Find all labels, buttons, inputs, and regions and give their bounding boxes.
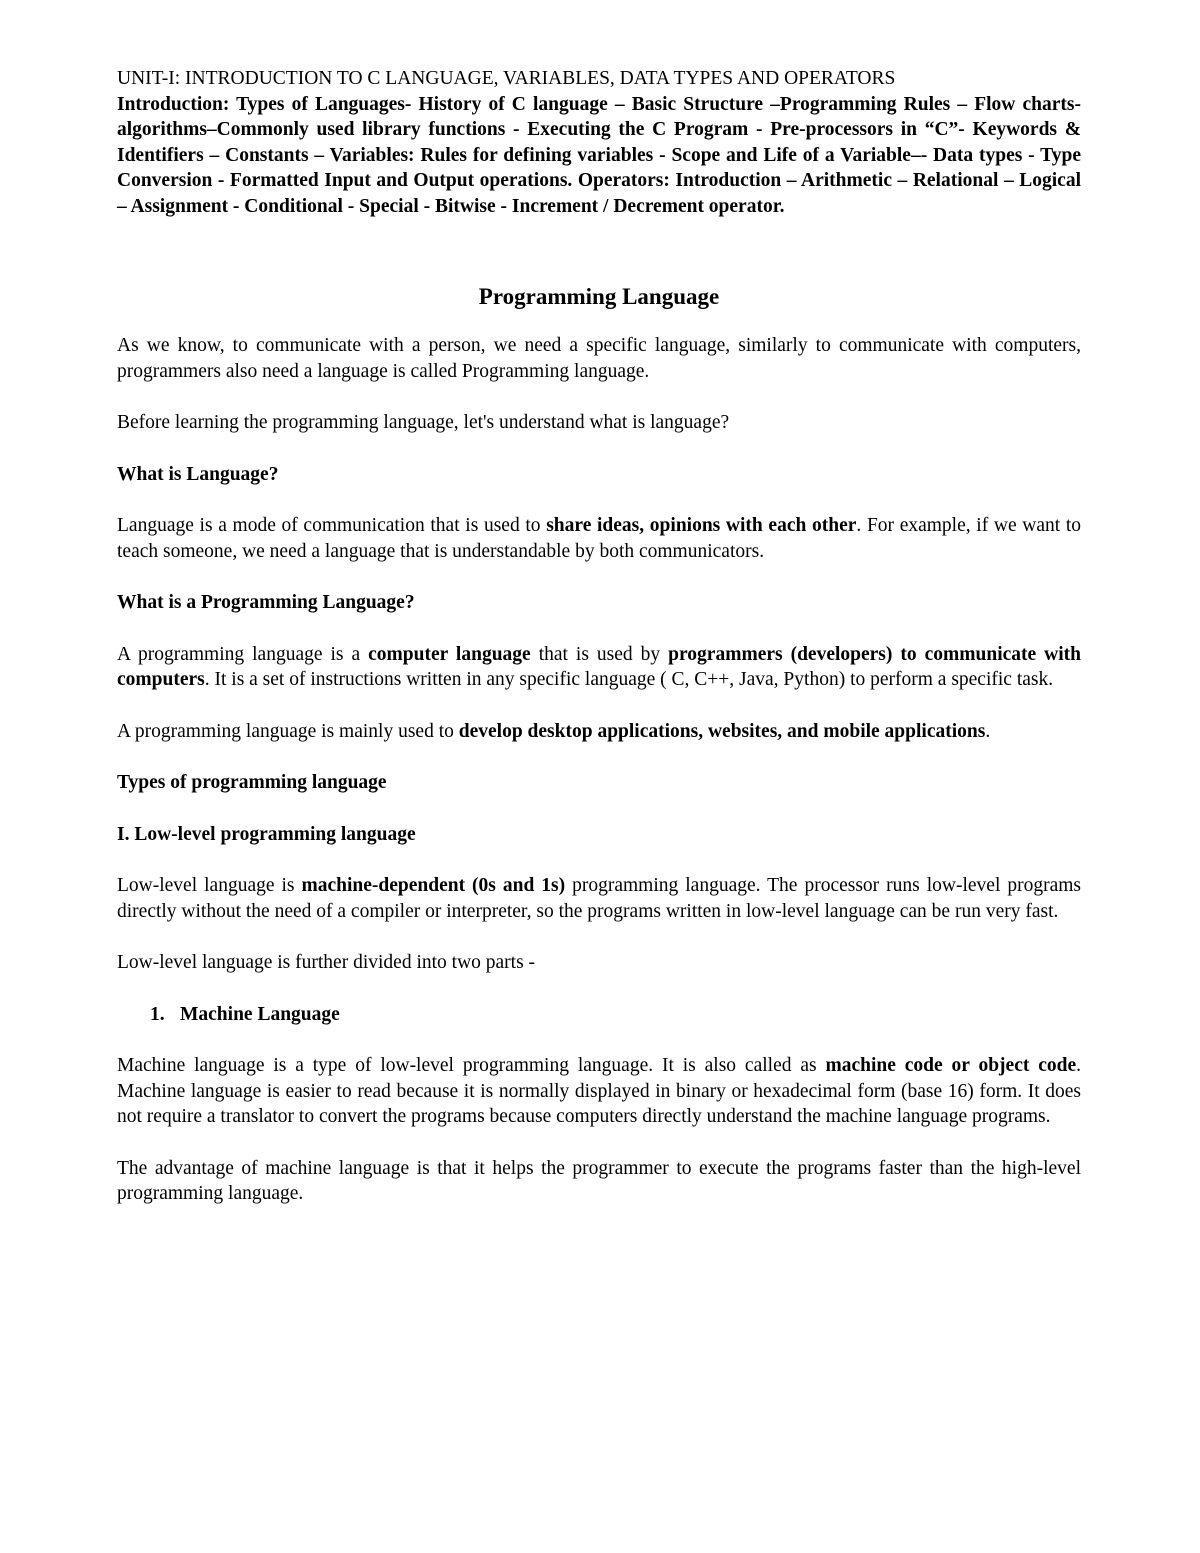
list-number: 1. xyxy=(150,1003,165,1025)
bold-text: machine code or object code xyxy=(825,1055,1077,1076)
language-definition-paragraph xyxy=(117,513,1081,564)
bold-text: machine-dependent (0s and 1s) xyxy=(301,875,566,896)
text-run: Language is a mode of communication that is used to xyxy=(117,515,547,536)
text-run: that is used by xyxy=(530,643,669,665)
unit-title: UNIT-I: INTRODUCTION TO C LANGUAGE, VARIABLES, DATA TYPES AND OPERATORS xyxy=(117,68,896,89)
machine-language-paragraph-1 xyxy=(117,1053,1081,1130)
text-run: . Machine language is easier to read because it is normally displayed in binary or hexadecimal form (base 16) form. It does not require a translator to convert the programs because computers directly understand the machine language programs. xyxy=(117,1055,1081,1127)
text-run: . It is a set of instructions written in any specific language ( C, C++, Java, Python) to perform a specific task. xyxy=(204,669,1054,690)
machine-language-heading xyxy=(117,1002,1081,1028)
bold-text: share ideas, opinions with each other xyxy=(546,515,857,536)
bold-text: develop desktop applications, websites, and mobile applications xyxy=(458,720,986,742)
document-page xyxy=(117,66,1081,1207)
text-run: . xyxy=(985,720,991,742)
programming-language-definition-paragraph xyxy=(117,642,1081,693)
intro-paragraph-1: As we know, to communicate with a person, we need a specific language, similarly to communicate with computers, programmers also need a language is called Programming language. xyxy=(117,335,1081,382)
low-level-paragraph-1 xyxy=(117,873,1081,924)
low-level-paragraph-2: Low-level language is further divided into two parts - xyxy=(117,952,536,973)
heading-what-is-language: What is Language? xyxy=(117,463,279,485)
heading-low-level-language: I. Low-level programming language xyxy=(117,823,416,845)
text-run: . For example, if we want to teach someone, we need a language that is understandable by both communicators. xyxy=(117,515,1081,562)
machine-language-paragraph-2: The advantage of machine language is that it helps the programmer to execute the programs faster than the high-level programming language. xyxy=(117,1157,1081,1204)
syllabus-summary: Introduction: Types of Languages- History of C language – Basic Structure –Programming Rules – Flow charts-algorithms–Commonly used library functions - Executing the C Program - Pre-processors in “C”- Keywords & Identifiers – Constants – Variables: Rules for defining variables - Scope and Life of a Variable–- Data types - Type Conversion - Formatted Input and Output operations. Operators: Introduction – Arithmetic – Relational – Logical – Assignment - Conditional - Special - Bitwise - Increment / Decrement operator. xyxy=(117,93,1081,217)
section-title: Programming Language xyxy=(478,284,720,309)
heading-types-of-programming-language: Types of programming language xyxy=(117,772,387,793)
text-run: A programming language is mainly used to xyxy=(117,720,459,742)
heading-what-is-programming-language: What is a Programming Language? xyxy=(117,592,415,613)
bold-text: computer language xyxy=(368,643,531,665)
text-run: A programming language is a xyxy=(117,643,369,665)
list-heading-text: Machine Language xyxy=(180,1003,340,1025)
text-run: Machine language is a type of low-level programming language. It is also called as xyxy=(117,1055,826,1076)
programming-language-usage-paragraph xyxy=(117,719,1081,745)
bold-text: programmers (developers) to communicate with computers xyxy=(117,643,1081,690)
text-run: Low-level language is xyxy=(117,875,302,896)
text-run: programming language. The processor runs low-level programs directly without the need of a compiler or interpreter, so the programs written in low-level language can be run very fast. xyxy=(117,875,1081,922)
intro-paragraph-2: Before learning the programming language, let's understand what is language? xyxy=(117,412,730,433)
